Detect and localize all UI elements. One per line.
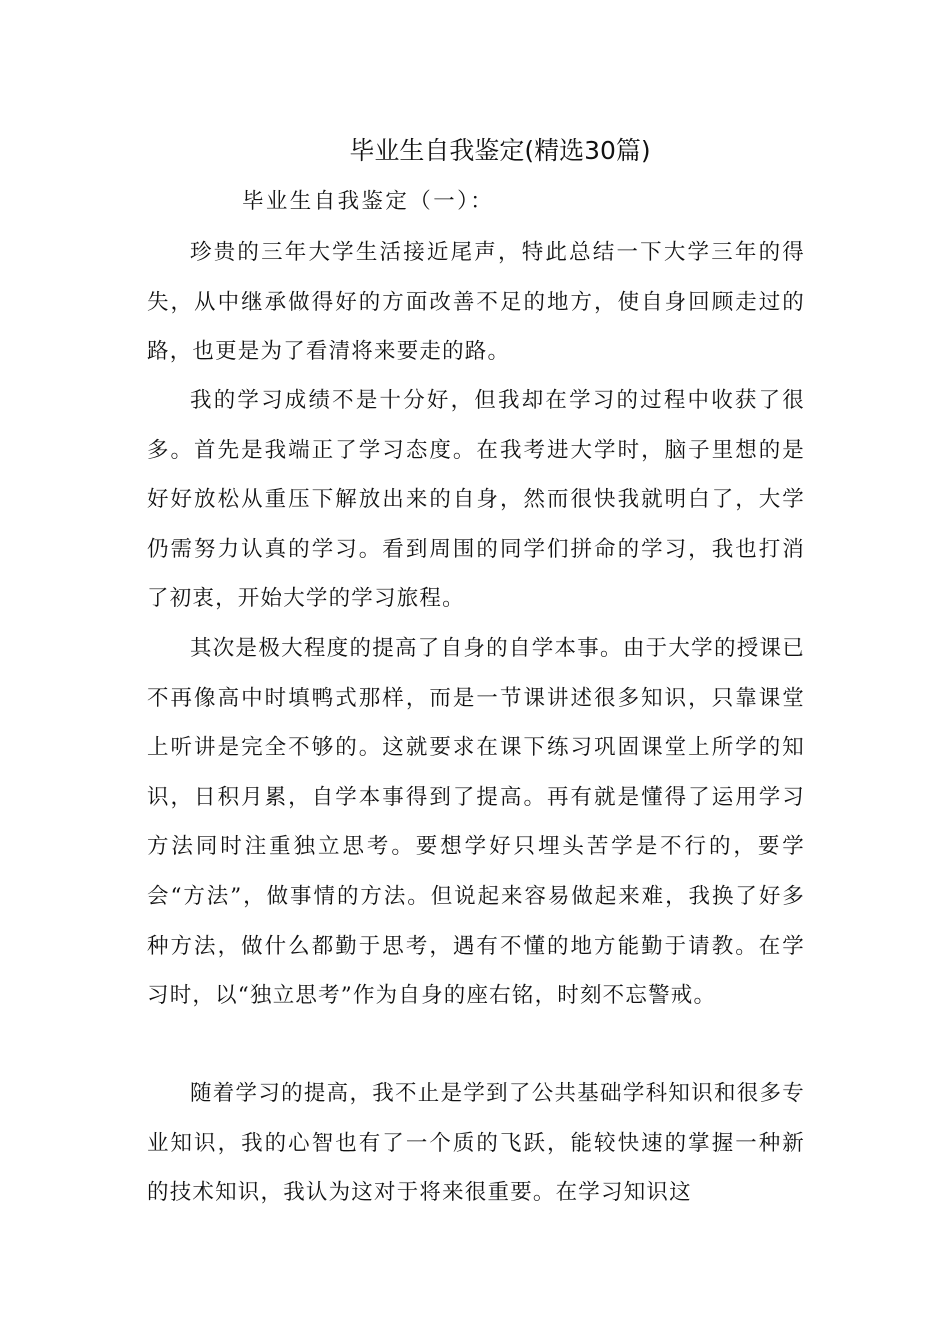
paragraph-4: 随着学习的提高，我不止是学到了公共基础学科知识和很多专业知识，我的心智也有了一个质的飞跃，能较快速的掌握一种新的技术知识，我认为这对于将来很重要。在学习知识这 xyxy=(147,1081,805,1206)
paragraph-1: 珍贵的三年大学生活接近尾声，特此总结一下大学三年的得失，从中继承做得好的方面改善不足的地方，使自身回顾走过的路，也更是为了看清将来要走的路。 xyxy=(147,240,805,365)
paragraph-3: 其次是极大程度的提高了自身的自学本事。由于大学的授课已不再像高中时填鸭式那样，而是一节课讲述很多知识，只靠课堂上听讲是完全不够的。这就要求在课下练习巩固课堂上所学的知识，日积月累，自学本事得到了提高。再有就是懂得了运用学习方法同时注重独立思考。要想学好只埋头苦学是不行的，要学会“方法”，做事情的方法。但说起来容易做起来难，我换了好多种方法，做什么都勤于思考，遇有不懂的地方能勤于请教。在学习时，以“独立思考”作为自身的座右铭，时刻不忘警戒。 xyxy=(147,636,805,1009)
paragraph-2: 我的学习成绩不是十分好，但我却在学习的过程中收获了很多。首先是我端正了学习态度。在我考进大学时，脑子里想的是好好放松从重压下解放出来的自身，然而很快我就明白了，大学仍需努力认真的学习。看到周围的同学们拼命的学习，我也打消了初衷，开始大学的学习旅程。 xyxy=(147,388,805,612)
section-heading: 毕业生自我鉴定（一）： xyxy=(242,189,495,214)
document-title: 毕业生自我鉴定(精选30篇) xyxy=(349,136,651,165)
